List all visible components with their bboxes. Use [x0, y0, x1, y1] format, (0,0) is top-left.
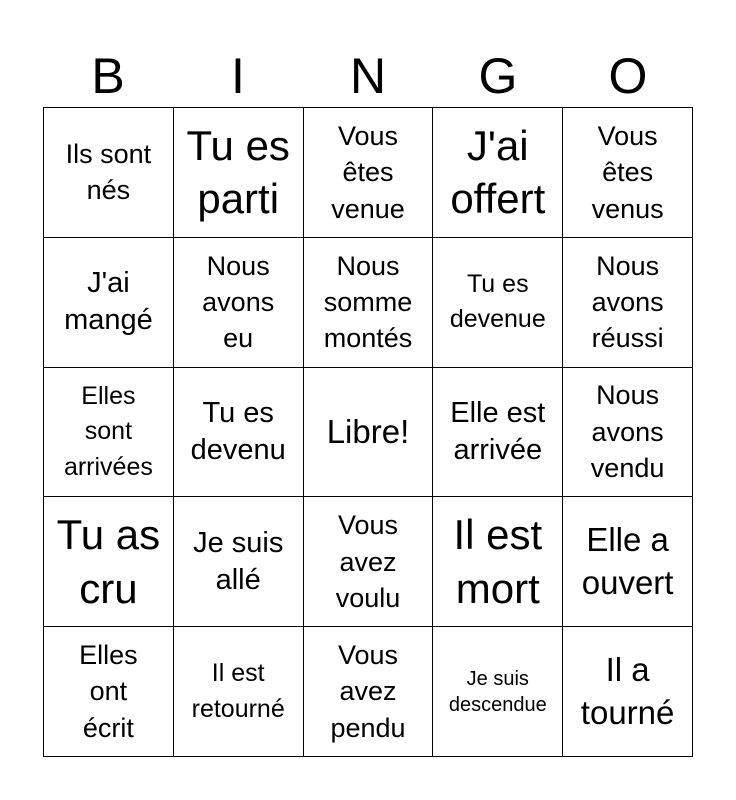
cell-text: Il est mort: [453, 511, 543, 612]
bingo-cell[interactable]: [433, 238, 563, 368]
bingo-cell[interactable]: [433, 627, 563, 757]
bingo-cell[interactable]: [44, 238, 174, 368]
cell-text: Il a tourné: [580, 650, 675, 731]
cell-text: Tu es devenue: [449, 269, 546, 334]
cell-text: Tu es devenu: [190, 396, 286, 466]
cell-text: J'ai mangé: [64, 267, 153, 337]
cell-text: Je suis allé: [193, 526, 284, 596]
bingo-cell[interactable]: [44, 497, 174, 627]
bingo-cell[interactable]: [563, 368, 693, 498]
bingo-cell[interactable]: [563, 627, 693, 757]
header-letter-g: G: [478, 48, 518, 104]
cell-text: Nous avons réussi: [591, 250, 664, 354]
cell-text: Elle est arrivée: [450, 396, 546, 466]
free-space-text: Libre!: [326, 412, 410, 450]
bingo-cell[interactable]: [174, 238, 304, 368]
free-space[interactable]: [304, 368, 434, 498]
cell-text: Nous somme montés: [323, 250, 413, 354]
cell-text: Tu as cru: [56, 511, 161, 612]
cell-text: Elle a ouvert: [581, 520, 674, 601]
bingo-cell[interactable]: [433, 368, 563, 498]
bingo-cell[interactable]: [304, 627, 434, 757]
bingo-cell[interactable]: [304, 108, 434, 238]
bingo-cell[interactable]: [174, 368, 304, 498]
bingo-cell[interactable]: [44, 108, 174, 238]
bingo-cell[interactable]: [174, 627, 304, 757]
bingo-cell[interactable]: [174, 497, 304, 627]
cell-text: Vous avez pendu: [330, 639, 406, 743]
bingo-cell[interactable]: [304, 497, 434, 627]
bingo-cell[interactable]: [563, 497, 693, 627]
cell-text: Ils sont nés: [65, 138, 152, 206]
cell-text: Il est retourné: [191, 659, 285, 723]
cell-text: Tu es parti: [186, 121, 290, 223]
header-letter-n: N: [349, 48, 387, 104]
bingo-cell[interactable]: [563, 238, 693, 368]
cell-text: Vous êtes venue: [331, 120, 405, 224]
bingo-cell[interactable]: [304, 238, 434, 368]
bingo-cell[interactable]: [44, 368, 174, 498]
cell-text: Nous avons eu: [202, 250, 275, 354]
bingo-cell[interactable]: [433, 108, 563, 238]
bingo-cell[interactable]: [563, 108, 693, 238]
cell-text: Vous avez voulu: [335, 510, 401, 613]
bingo-cell[interactable]: [174, 108, 304, 238]
header-letter-o: O: [608, 48, 648, 104]
cell-text: Nous avons vendu: [590, 380, 665, 484]
header-letter-i: I: [231, 48, 245, 104]
bingo-header: [43, 48, 693, 104]
bingo-board: [43, 107, 693, 757]
header-letter-b: B: [91, 48, 125, 104]
cell-text: Elles ont écrit: [79, 639, 138, 743]
cell-text: Je suis descendue: [448, 667, 547, 716]
cell-text: Elles sont arrivées: [63, 381, 153, 481]
cell-text: J'ai offert: [450, 121, 546, 223]
cell-text: Vous êtes venus: [591, 120, 664, 224]
bingo-cell[interactable]: [44, 627, 174, 757]
bingo-cell[interactable]: [433, 497, 563, 627]
